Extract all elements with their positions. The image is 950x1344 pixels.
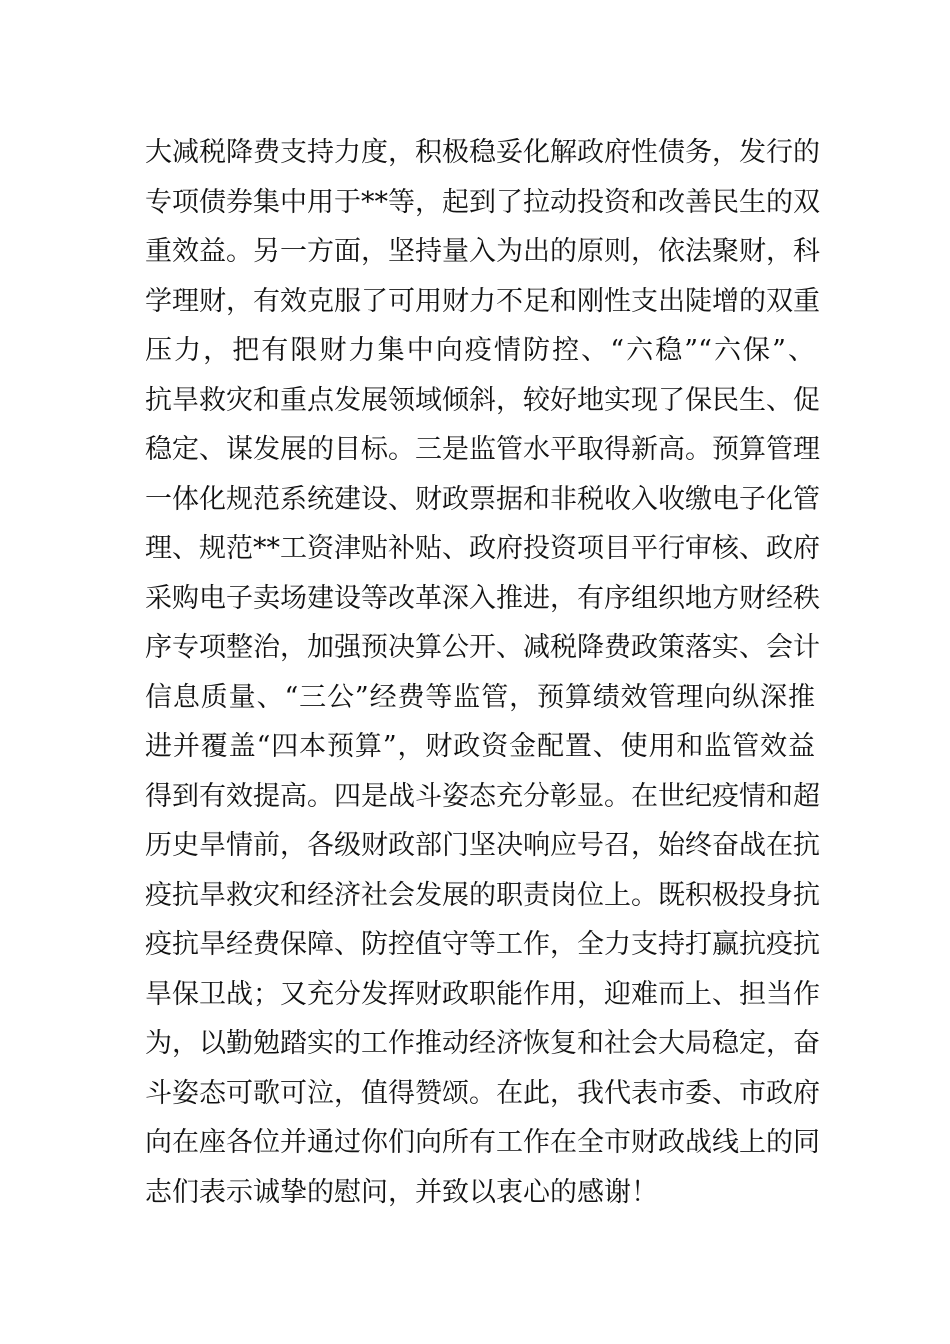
text-line: 为，以勤勉踏实的工作推动经济恢复和社会大局稳定，奋 — [145, 1028, 820, 1059]
text-line: 大减税降费支持力度，积极稳妥化解政府性债务，发行的 — [145, 137, 820, 168]
text-line: 得到有效提高。四是战斗姿态充分彰显。在世纪疫情和超 — [145, 780, 820, 812]
text-line: 疫抗旱经费保障、防控值守等工作，全力支持打赢抗疫抗 — [145, 929, 820, 960]
body-paragraph — [145, 128, 820, 1217]
text-line: 信息质量、“三公”经费等监管，预算绩效管理向纵深推 — [145, 681, 815, 713]
text-line: 理、规范**工资津贴补贴、政府投资项目平行审核、政府 — [145, 533, 820, 564]
text-line: 抗旱救灾和重点发展领域倾斜，较好地实现了保民生、促 — [145, 384, 820, 416]
text-line: 重效益。另一方面，坚持量入为出的原则，依法聚财，科 — [145, 236, 820, 267]
text-line: 学理财，有效克服了可用财力不足和刚性支出陡增的双重 — [145, 285, 820, 317]
text-line-last: 志们表示诚挚的慰问，并致以衷心的感谢！ — [145, 1176, 658, 1208]
text-line: 向在座各位并通过你们向所有工作在全市财政战线上的同 — [145, 1127, 820, 1158]
text-line: 专项债券集中用于**等，起到了拉动投资和改善民生的双 — [145, 186, 820, 218]
text-line: 斗姿态可歌可泣，值得赞颂。在此，我代表市委、市政府 — [145, 1077, 820, 1109]
text-line: 稳定、谋发展的目标。三是监管水平取得新高。预算管理 — [145, 434, 820, 465]
text-line: 序专项整治，加强预决算公开、减税降费政策落实、会计 — [145, 632, 820, 663]
text-line: 采购电子卖场建设等改革深入推进，有序组织地方财经秩 — [145, 582, 820, 614]
text-line: 旱保卫战；又充分发挥财政职能作用，迎难而上、担当作 — [145, 978, 820, 1010]
text-line: 一体化规范系统建设、财政票据和非税收入收缴电子化管 — [145, 483, 820, 515]
text-line: 进并覆盖“四本预算”，财政资金配置、使用和监管效益 — [145, 731, 815, 762]
text-line: 压力，把有限财力集中向疫情防控、“六稳”“六保”、 — [145, 335, 815, 366]
text-line: 历史旱情前，各级财政部门坚决响应号召，始终奋战在抗 — [145, 830, 820, 861]
text-line: 疫抗旱救灾和经济社会发展的职责岗位上。既积极投身抗 — [145, 879, 820, 911]
